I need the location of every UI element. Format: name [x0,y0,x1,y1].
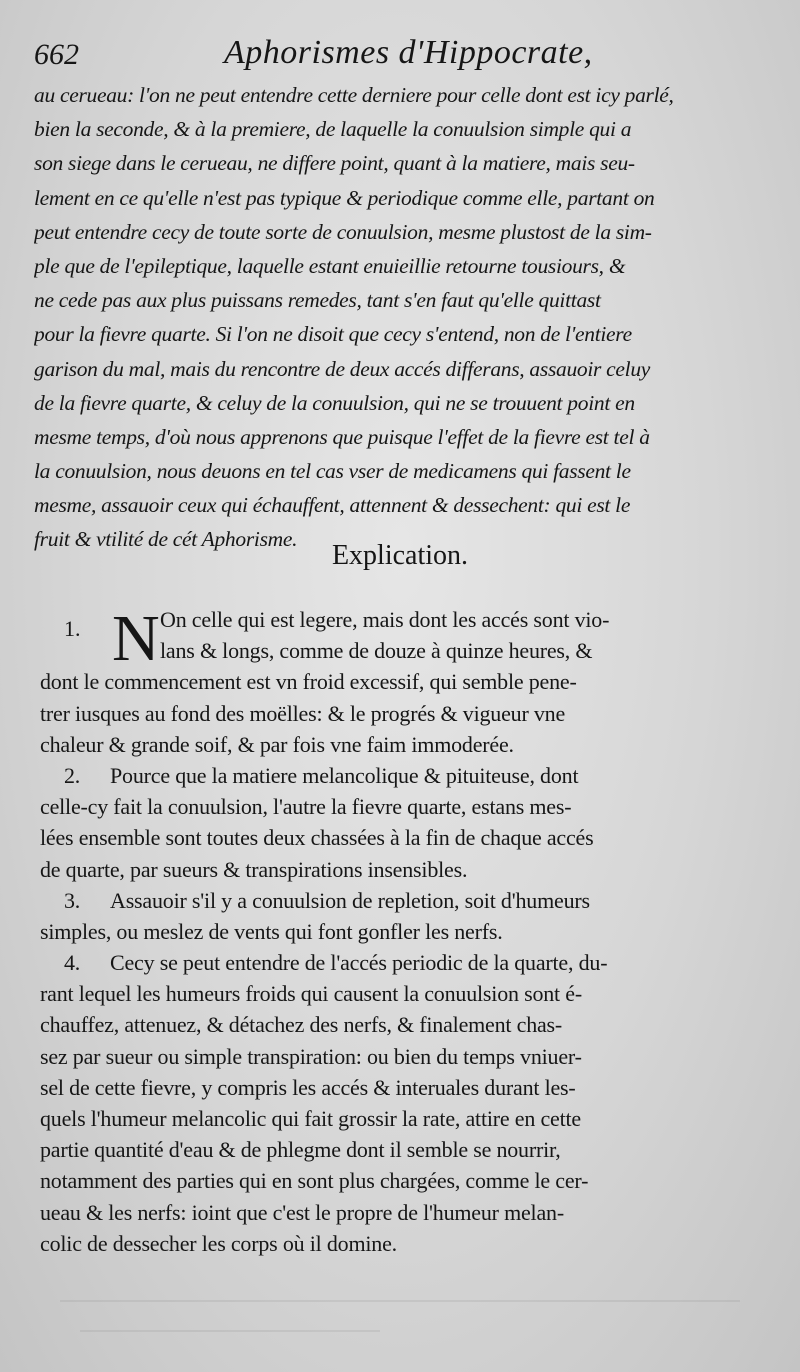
text-line: bien la seconde, & à la premiere, de laquelle la conuulsion simple qui a [34,117,632,142]
text-line: pour la fievre quarte. Si l'on ne disoit que cecy s'entend, non de l'entiere [34,322,632,347]
explication-item-1 [40,604,774,760]
text-line: ueau & les nerfs: ioint que c'est le propre de l'humeur melan- [40,1199,564,1225]
text-line: mesme, assauoir ceux qui échauffent, attennent & dessechent: qui est le [34,493,631,518]
text-line: rant lequel les humeurs froids qui causent la conuulsion sont é- [40,981,582,1007]
text-line: sez par sueur ou simple transpiration: ou bien du temps vniuer- [40,1043,582,1069]
text-line: dont le commencement est vn froid excessif, qui semble pene- [40,669,577,695]
explication-item-4 [40,947,774,1259]
text-line: partie quantité d'eau & de phlegme dont il semble se nourrir, [40,1137,561,1163]
text-line: au cerueau: l'on ne peut entendre cette derniere pour celle dont est icy parlé, [34,83,674,107]
page-header [34,34,774,78]
text-line: trer iusques au fond des moëlles: & le progrés & vigueur vne [40,700,566,726]
text-span: Pource que la matiere melancolique & pituiteuse, dont [110,762,579,788]
text-line [40,947,774,978]
explication-item-2 [40,760,774,885]
text-line: son siege dans le cerueau, ne differe point, quant à la matiere, mais seu- [34,151,635,176]
text-line: fruit & vtilité de cét Aphorisme. [34,527,298,552]
text-line [40,885,774,916]
text-line: simples, ou meslez de vents qui font gonfler les nerfs. [40,918,503,944]
section-title: Explication. [331,540,469,571]
text-line: peut entendre cecy de toute sorte de conuulsion, mesme plustost de la sim- [34,219,652,244]
text-line: sel de cette fievre, y compris les accés & interuales durant les- [40,1074,576,1100]
text-line: On celle qui est legere, mais dont les accés sont vio- [160,607,610,632]
running-title: Aphorismes d'Hippocrate, [224,34,593,71]
text-line: mesme temps, d'où nous apprenons que puisque l'effet de la fievre est tel à [34,424,650,449]
text-line: ne cede pas aux plus puissans remedes, tant s'en faut qu'elle quittast [34,288,601,313]
item-number: 4. [64,950,81,976]
text-line: celle-cy fait la conuulsion, l'autre la fievre quarte, estans mes- [40,794,572,820]
text-line: lans & longs, comme de douze à quinze heures, & [160,638,593,664]
bleed-through-mark [80,1330,380,1332]
drop-cap: N [112,602,160,675]
text-line: garison du mal, mais du rencontre de deux accés differans, assauoir celuy [34,356,651,381]
text-line: lement en ce qu'elle n'est pas typique & periodique comme elle, partant on [34,185,655,210]
text-line: de quarte, par sueurs & transpirations insensibles. [40,856,468,882]
text-line: quels l'humeur melancolic qui fait grossir la rate, attire en cette [40,1106,581,1131]
text-span: Assauoir s'il y a conuulsion de repletion, soit d'humeurs [110,887,590,913]
text-line: lées ensemble sont toutes deux chassées à la fin de chaque accés [40,825,594,851]
text-line: ple que de l'epileptique, laquelle estant enuieillie retourne tousiours, & [34,253,626,278]
text-line: la conuulsion, nous deuons en tel cas vser de medicamens qui fassent le [34,459,631,484]
text-line [40,760,774,791]
page-number: 662 [34,38,79,71]
text-line: notamment des parties qui en sont plus chargées, comme le cer- [40,1168,589,1194]
text-line: colic de dessecher les corps où il domine. [40,1230,397,1256]
text-line: chauffez, attenuez, & détachez des nerfs, & finalement chas- [40,1012,563,1038]
item-number: 3. [64,887,81,913]
text-span: Cecy se peut entendre de l'accés periodic de la quarte, du- [110,950,608,976]
item-number: 1. [64,616,81,641]
aphorism-commentary [34,78,774,557]
item-number: 2. [64,762,81,788]
text-line: de la fievre quarte, & celuy de la conuulsion, qui ne se trouuent point en [34,390,635,415]
explication-item-3 [40,885,774,947]
text-line: chaleur & grande soif, & par fois vne faim immoderée. [40,731,514,757]
bleed-through-mark [60,1300,740,1302]
explication-block [40,604,774,1259]
